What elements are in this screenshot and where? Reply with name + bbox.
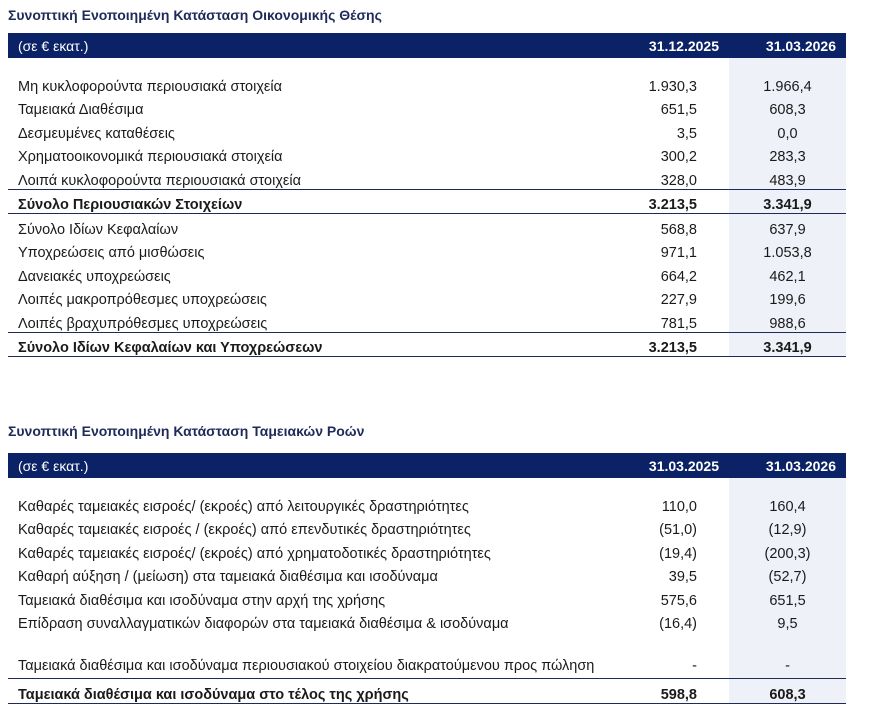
total-row xyxy=(8,332,846,357)
row-value-col1: (16,4) xyxy=(659,616,697,632)
row-value-col1: 300,2 xyxy=(660,149,697,165)
row-value-col2: 608,3 xyxy=(729,679,846,704)
table-row xyxy=(8,285,846,309)
balance-table xyxy=(8,33,846,357)
row-value-col1: 3.213,5 xyxy=(612,332,729,357)
row-value-col1: 328,0 xyxy=(660,172,697,189)
table-row xyxy=(8,515,846,539)
row-value-col1: 575,6 xyxy=(660,592,697,609)
row-label: Λοιπές βραχυπρόθεσμες υποχρεώσεις xyxy=(18,315,268,332)
row-value-col2: 9,5 xyxy=(729,609,846,633)
balance-header-col2: 31.03.2026 xyxy=(729,33,846,58)
row-value-col2: (52,7) xyxy=(729,562,846,586)
balance-header-row xyxy=(8,33,846,58)
row-value-col1: 598,8 xyxy=(612,679,729,704)
row-value-col1: 971,1 xyxy=(660,245,697,261)
row-value-col2: 199,6 xyxy=(729,285,846,309)
row-label: Επίδραση συναλλαγματικών διαφορών στα ταμειακά διαθέσιμα & ισοδύναμα xyxy=(18,616,509,632)
table-row xyxy=(8,261,846,285)
row-value-col1: 3.213,5 xyxy=(612,189,729,214)
row-label: Χρηματοοικονομικά περιουσιακά στοιχεία xyxy=(18,149,283,165)
row-value-col2: 3.341,9 xyxy=(729,189,846,214)
row-label: Σύνολο Ιδίων Κεφαλαίων xyxy=(18,221,179,238)
row-value-col2: 988,6 xyxy=(729,308,846,332)
table-row xyxy=(8,165,846,189)
row-value-col2: 462,1 xyxy=(729,261,846,285)
row-value-col1: 227,9 xyxy=(660,292,697,308)
row-label: Λοιπές μακροπρόθεσμες υποχρεώσεις xyxy=(18,292,267,308)
table-row xyxy=(8,585,846,609)
row-label: Σύνολο Ιδίων Κεφαλαίων και Υποχρεώσεων xyxy=(8,332,612,357)
row-label: Ταμειακά Διαθέσιμα xyxy=(18,102,144,118)
balance-title: Συνοπτική Ενοποιημένη Κατάσταση Οικονομικής Θέσης xyxy=(8,7,382,23)
table-row xyxy=(8,491,846,515)
row-value-col1: (19,4) xyxy=(659,545,697,562)
table-row xyxy=(8,142,846,166)
balance-header-label: (σε € εκατ.) xyxy=(8,33,612,58)
cashflow-header-label: (σε € εκατ.) xyxy=(8,453,612,478)
row-label: Ταμειακά διαθέσιμα και ισοδύναμα στο τέλος της χρήσης xyxy=(8,679,612,704)
cashflow-body xyxy=(8,478,846,703)
row-value-col2: 651,5 xyxy=(729,585,846,609)
row-label: Λοιπά κυκλοφορούντα περιουσιακά στοιχεία xyxy=(18,172,302,189)
balance-section xyxy=(8,4,846,357)
table-row xyxy=(8,214,846,238)
row-label: Μη κυκλοφορούντα περιουσιακά στοιχεία xyxy=(18,78,282,95)
row-value-col2: (200,3) xyxy=(729,538,846,562)
row-label: Σύνολο Περιουσιακών Στοιχείων xyxy=(8,189,612,214)
table-row xyxy=(8,95,846,119)
row-value-col1: 664,2 xyxy=(660,268,697,285)
row-label: Ταμειακά διαθέσιμα και ισοδύναμα στην αρχή της χρήσης xyxy=(18,592,386,609)
cashflow-table xyxy=(8,453,846,704)
row-value-col1: 110,0 xyxy=(661,498,697,515)
table-row xyxy=(8,632,846,679)
table-row xyxy=(8,238,846,262)
row-value-col1: 651,5 xyxy=(660,102,697,118)
row-value-col2: 3.341,9 xyxy=(729,332,846,357)
cashflow-header-row xyxy=(8,453,846,478)
row-value-col2: 483,9 xyxy=(729,165,846,189)
table-row xyxy=(8,538,846,562)
row-value-col2: (12,9) xyxy=(729,515,846,539)
row-label: Δανειακές υποχρεώσεις xyxy=(18,268,171,285)
table-row xyxy=(8,308,846,332)
row-label: Υποχρεώσεις από μισθώσεις xyxy=(18,245,205,261)
row-value-col1: - xyxy=(692,658,697,674)
row-label: Καθαρές ταμειακές εισροές / (εκροές) από επενδυτικές δραστηριότητες xyxy=(18,522,471,538)
row-label: Καθαρές ταμειακές εισροές/ (εκροές) από χρηματοδοτικές δραστηριότητες xyxy=(18,545,491,562)
row-value-col1: 39,5 xyxy=(668,569,697,585)
row-label: Ταμειακά διαθέσιμα και ισοδύναμα περιουσιακού στοιχείου διακρατούμενου προς πώληση xyxy=(18,658,595,674)
row-value-col2: - xyxy=(729,632,846,679)
table-row xyxy=(8,562,846,586)
table-row xyxy=(8,71,846,95)
row-value-col2: 1.966,4 xyxy=(729,71,846,95)
row-value-col1: (51,0) xyxy=(659,522,697,538)
row-value-col1: 3,5 xyxy=(676,125,697,142)
total-row xyxy=(8,189,846,214)
row-value-col2: 608,3 xyxy=(729,95,846,119)
row-label: Δεσμευμένες καταθέσεις xyxy=(18,125,175,142)
row-value-col1: 1.930,3 xyxy=(648,78,697,95)
cashflow-header-col2: 31.03.2026 xyxy=(729,453,846,478)
cashflow-title: Συνοπτική Ενοποιημένη Κατάσταση Ταμειακών Ροών xyxy=(8,423,365,439)
balance-header-col1: 31.12.2025 xyxy=(612,33,729,58)
cashflow-section xyxy=(8,420,846,704)
row-label: Καθαρή αύξηση / (μείωση) στα ταμειακά διαθέσιμα και ισοδύναμα xyxy=(18,569,438,585)
table-row xyxy=(8,118,846,142)
row-value-col2: 637,9 xyxy=(729,214,846,238)
row-value-col2: 1.053,8 xyxy=(729,238,846,262)
row-label: Καθαρές ταμειακές εισροές/ (εκροές) από λειτουργικές δραστηριότητες xyxy=(18,498,469,515)
balance-body xyxy=(8,58,846,357)
row-value-col2: 283,3 xyxy=(729,142,846,166)
row-value-col1: 568,8 xyxy=(660,221,697,238)
row-value-col2: 0,0 xyxy=(729,118,846,142)
total-row xyxy=(8,679,846,704)
row-value-col2: 160,4 xyxy=(729,491,846,515)
table-row xyxy=(8,609,846,633)
cashflow-header-col1: 31.03.2025 xyxy=(612,453,729,478)
row-value-col1: 781,5 xyxy=(660,315,697,332)
